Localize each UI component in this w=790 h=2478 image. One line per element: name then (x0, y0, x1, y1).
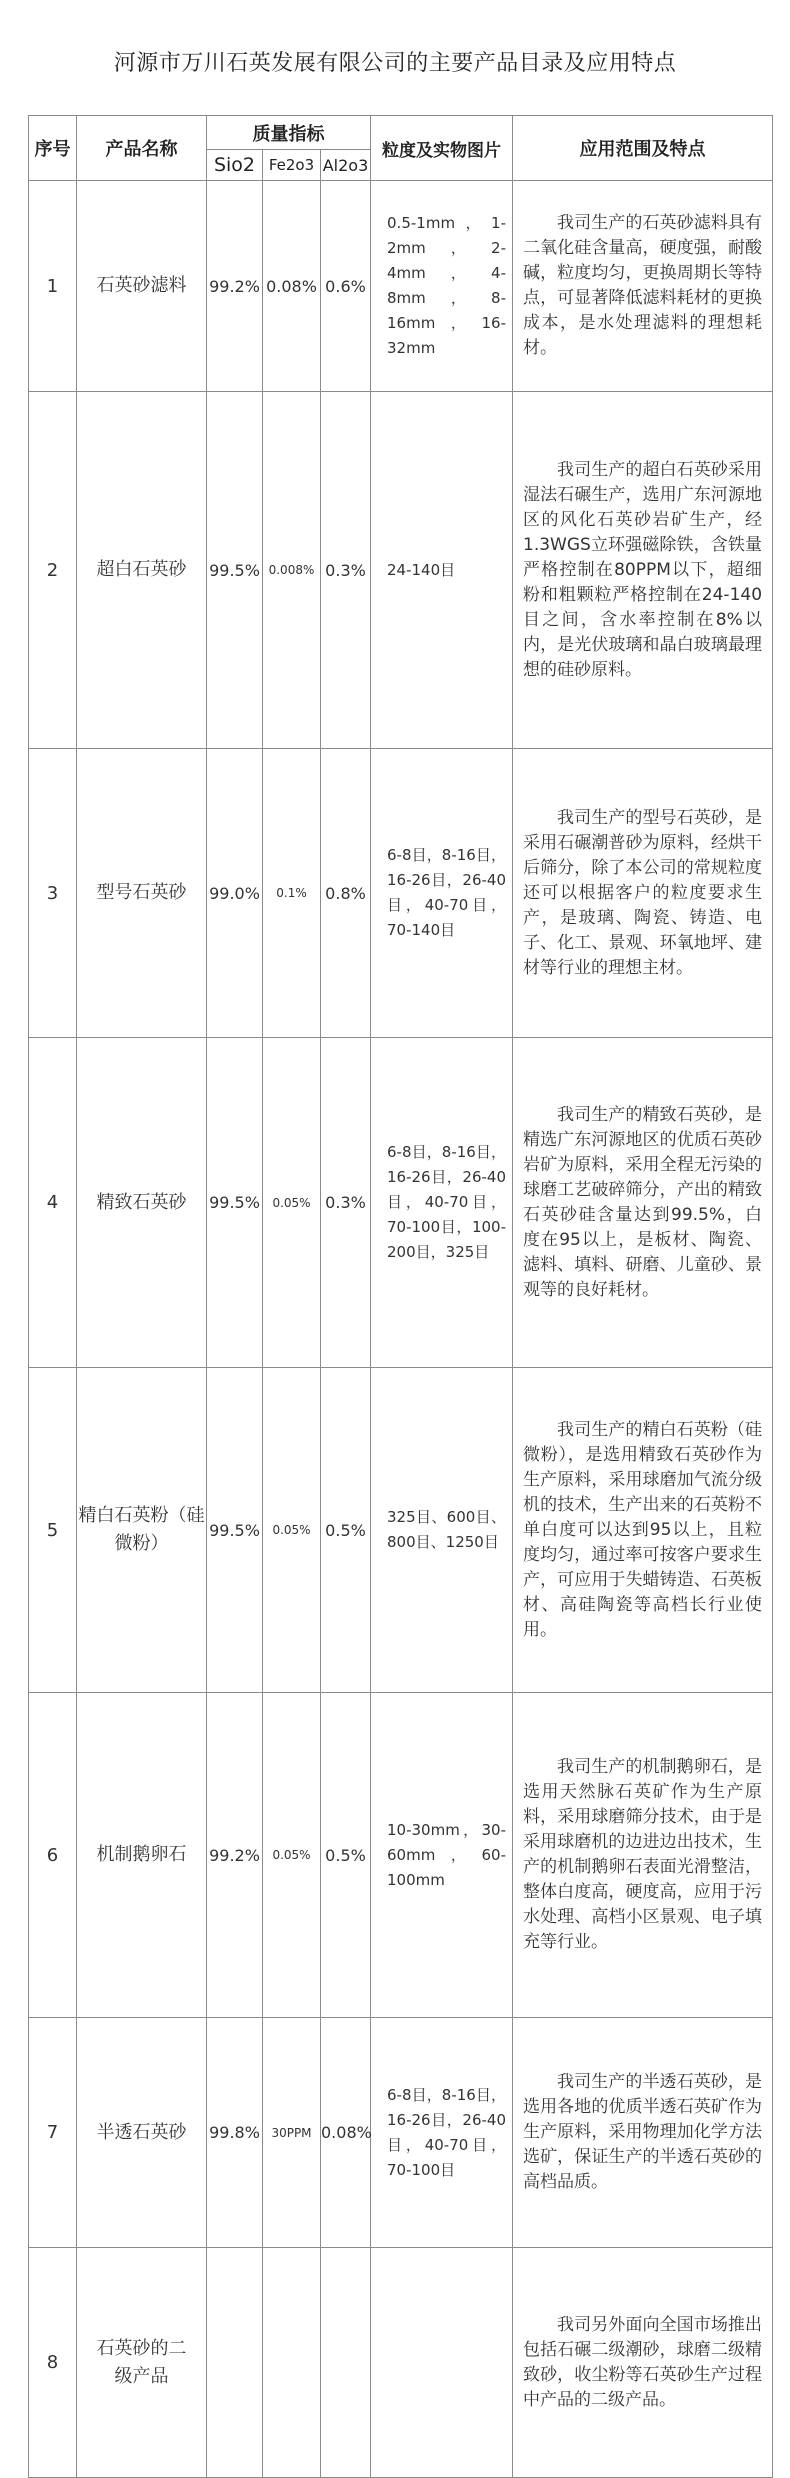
row-desc (513, 1038, 773, 1368)
row-seq: 4 (29, 1038, 77, 1368)
table-row (29, 2018, 773, 2248)
row-size: 10-30mm，30-60mm，60-100mm (371, 1693, 513, 2018)
row-sio2: 99.8% (207, 2018, 263, 2248)
row-al2o3: 0.08% (321, 2018, 371, 2248)
row-sio2: 99.2% (207, 1693, 263, 2018)
row-seq: 8 (29, 2248, 77, 2478)
row-al2o3: 0.6% (321, 181, 371, 392)
row-desc (513, 2018, 773, 2248)
row-sio2: 99.5% (207, 392, 263, 749)
row-name: 半透石英砂 (77, 2018, 207, 2248)
row-sio2: 99.5% (207, 1038, 263, 1368)
row-desc (513, 181, 773, 392)
table-row (29, 1693, 773, 2018)
row-desc-text: 我司生产的精白石英粉（硅微粉），是选用精致石英砂作为生产原料，采用球磨加气流分级机的技术，生产出来的石英粉不单白度可以达到95以上，且粒度均匀，通过率可按客户要求生产，可应用于失蜡铸造、石英板材、高硅陶瓷等高档长行业使用。 (523, 1419, 763, 1640)
row-name: 机制鹅卵石 (77, 1693, 207, 2018)
header-sio2: Sio2 (207, 150, 263, 181)
row-desc-text: 我司生产的石英砂滤料具有二氧化硅含量高，硬度强，耐酸碱，粒度均匀，更换周期长等特点，可显著降低滤料耗材的更换成本，是水处理滤料的理想耗材。 (523, 213, 763, 358)
row-name: 石英砂滤料 (77, 181, 207, 392)
row-sio2: 99.5% (207, 1368, 263, 1693)
header-quality: 质量指标 (207, 116, 371, 150)
row-name: 超白石英砂 (77, 392, 207, 749)
row-al2o3: 0.5% (321, 1693, 371, 2018)
row-al2o3 (321, 2248, 371, 2478)
row-size: 325目、600目、800目、1250目 (371, 1368, 513, 1693)
row-al2o3: 0.3% (321, 1038, 371, 1368)
row-fe2o3: 0.1% (263, 749, 321, 1038)
table-row (29, 1038, 773, 1368)
header-row-1 (29, 116, 773, 150)
header-app: 应用范围及特点 (513, 116, 773, 181)
row-seq: 2 (29, 392, 77, 749)
row-seq: 3 (29, 749, 77, 1038)
row-desc-text: 我司生产的型号石英砂，是采用石碾潮普砂为原料，经烘干后筛分，除了本公司的常规粒度还可以根据客户的粒度要求生产，是玻璃、陶瓷、铸造、电子、化工、景观、环氧地坪、建材等行业的理想主材。 (523, 807, 763, 978)
table-row (29, 2248, 773, 2478)
row-seq: 5 (29, 1368, 77, 1693)
header-al2o3: Al2o3 (321, 150, 371, 181)
row-desc-text: 我司生产的精致石英砂，是精选广东河源地区的优质石英砂岩矿为原料，采用全程无污染的球磨工艺破碎筛分，产出的精致石英砂硅含量达到99.5%，白度在95以上，是板材、陶瓷、滤料、填料、研磨、儿童砂、景观等的良好耗材。 (523, 1104, 763, 1300)
page-title: 河源市万川石英发展有限公司的主要产品目录及应用特点 (113, 51, 677, 76)
row-al2o3: 0.8% (321, 749, 371, 1038)
header-name: 产品名称 (77, 116, 207, 181)
row-seq: 7 (29, 2018, 77, 2248)
row-fe2o3: 0.008% (263, 392, 321, 749)
row-size: 6-8目，8-16目，16-26目，26-40目，40-70目，70-100目，100-200目，325目 (371, 1038, 513, 1368)
row-name: 石英砂的二级产品 (77, 2248, 207, 2478)
product-table (28, 115, 773, 2478)
table-row (29, 749, 773, 1038)
table-row (29, 392, 773, 749)
row-desc-text: 我司生产的半透石英砂，是选用各地的优质半透石英矿作为生产原料，采用物理加化学方法选矿，保证生产的半透石英砂的高档品质。 (523, 2072, 763, 2192)
row-name: 精致石英砂 (77, 1038, 207, 1368)
row-desc (513, 1368, 773, 1693)
row-desc-text: 我司另外面向全国市场推出包括石碾二级潮砂，球磨二级精致砂，收尘粉等石英砂生产过程中产品的二级产品。 (523, 2314, 763, 2410)
row-sio2: 99.0% (207, 749, 263, 1038)
row-sio2 (207, 2248, 263, 2478)
row-size: 0.5-1mm，1-2mm，2-4mm，4-8mm，8-16mm，16-32mm (371, 181, 513, 392)
row-desc (513, 392, 773, 749)
row-desc-text: 我司生产的机制鹅卵石，是选用天然脉石英矿作为生产原料，采用球磨筛分技术，由于是采用球磨机的边进边出技术，生产的机制鹅卵石表面光滑整洁，整体白度高，硬度高，应用于污水处理、高档小区景观、电子填充等行业。 (523, 1757, 763, 1952)
row-fe2o3: 30PPM (263, 2018, 321, 2248)
row-fe2o3 (263, 2248, 321, 2478)
row-desc-text: 我司生产的超白石英砂采用湿法石碾生产，选用广东河源地区的风化石英砂岩矿生产，经1.3WGS立环强磁除铁，含铁量严格控制在80PPM以下，超细粉和粗颗粒严格控制在24-140目之间，含水率控制在8%以内，是光伏玻璃和晶白玻璃最理想的硅砂原料。 (523, 459, 763, 680)
row-name: 型号石英砂 (77, 749, 207, 1038)
row-desc (513, 2248, 773, 2478)
header-size: 粒度及实物图片 (371, 116, 513, 181)
row-name: 精白石英粉（硅微粉） (77, 1368, 207, 1693)
table-row (29, 1368, 773, 1693)
row-desc (513, 749, 773, 1038)
row-desc (513, 1693, 773, 2018)
row-fe2o3: 0.08% (263, 181, 321, 392)
row-fe2o3: 0.05% (263, 1693, 321, 2018)
header-seq: 序号 (29, 116, 77, 181)
row-sio2: 99.2% (207, 181, 263, 392)
row-al2o3: 0.5% (321, 1368, 371, 1693)
row-size (371, 2248, 513, 2478)
row-fe2o3: 0.05% (263, 1368, 321, 1693)
row-size: 6-8目，8-16目，16-26目，26-40目，40-70目，70-100目 (371, 2018, 513, 2248)
row-size: 6-8目，8-16目，16-26目，26-40目，40-70目，70-140目 (371, 749, 513, 1038)
row-al2o3: 0.3% (321, 392, 371, 749)
row-fe2o3: 0.05% (263, 1038, 321, 1368)
row-size: 24-140目 (371, 392, 513, 749)
table-row (29, 181, 773, 392)
header-fe2o3: Fe2o3 (263, 150, 321, 181)
row-seq: 6 (29, 1693, 77, 2018)
row-seq: 1 (29, 181, 77, 392)
